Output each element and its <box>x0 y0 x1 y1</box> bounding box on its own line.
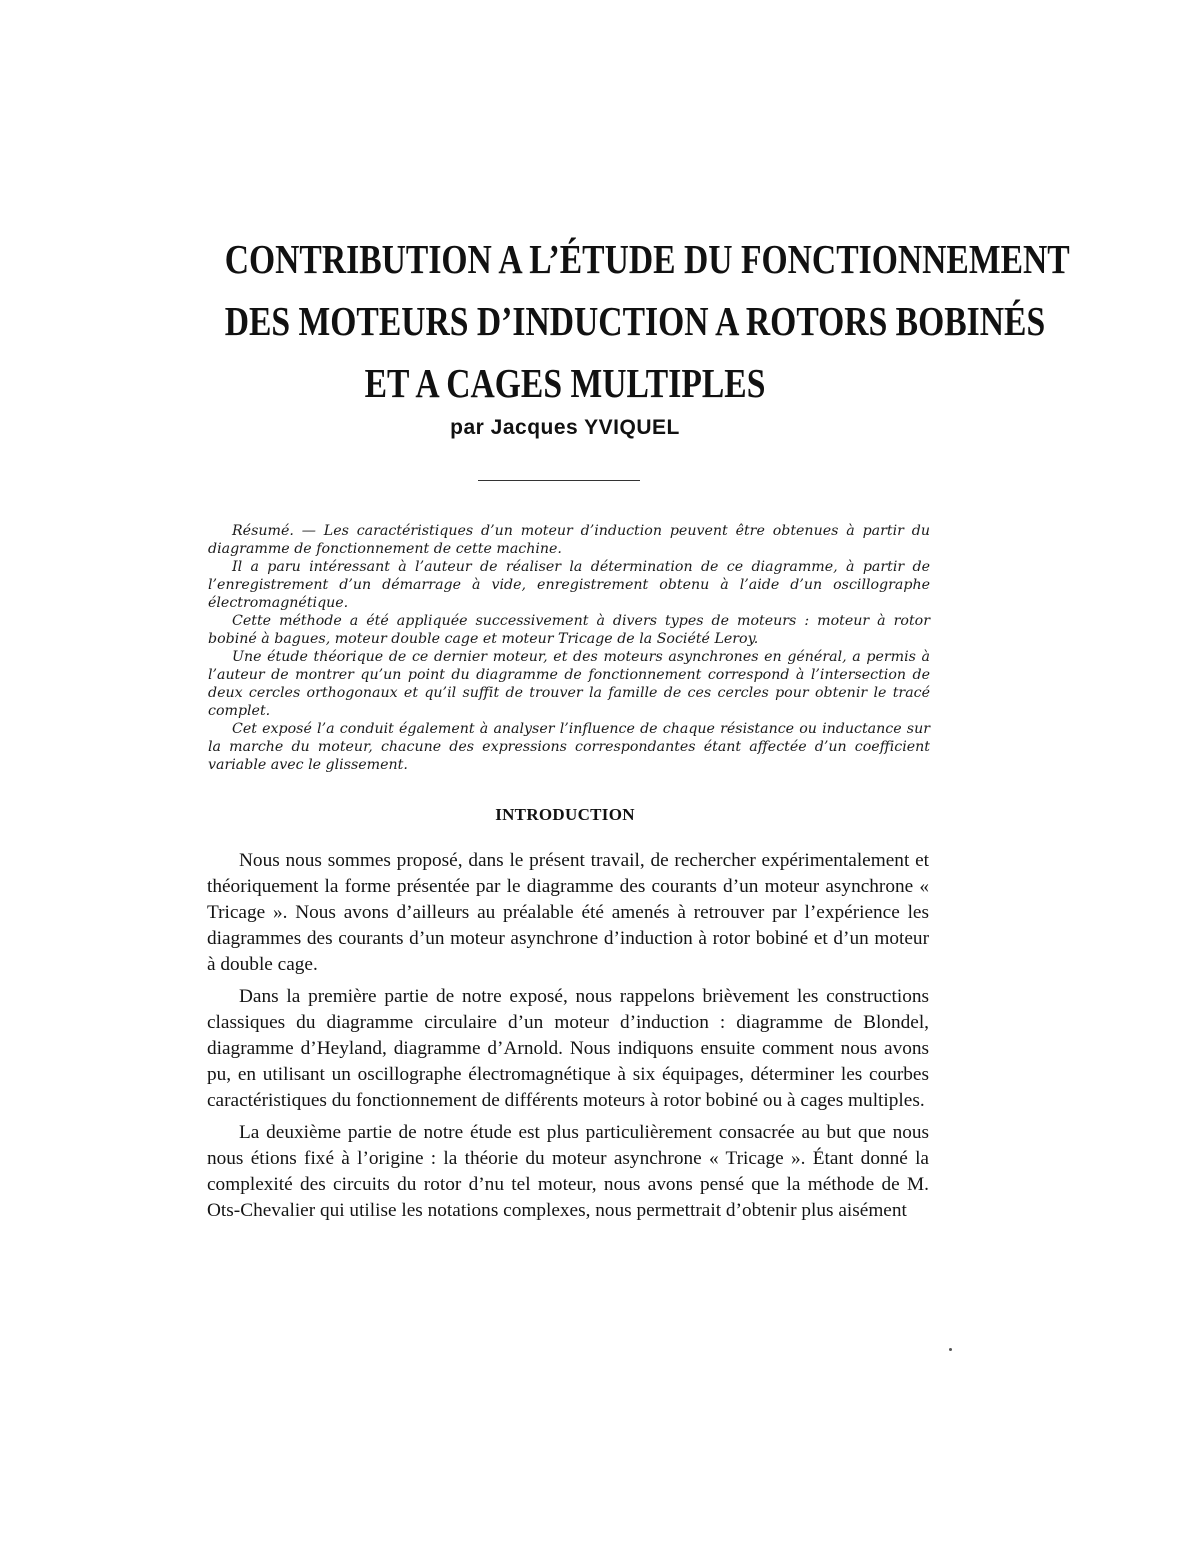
scan-speck <box>949 1348 952 1351</box>
body-paragraph: La deuxième partie de notre étude est plus particulièrement consacrée au but que nous nous étions fixé à l’origine : la théorie du moteur asynchrone « Tricage ». Étant donné la complexité des circuits du rotor d’nu tel moteur, nous avons pensé que la méthode de M. Ots-Chevalier qui utilise les notations complexes, nous permettrait d’obtenir plus aisément <box>207 1122 929 1221</box>
abstract-paragraph: Il a paru intéressant à l’auteur de réaliser la détermination de ce diagramme, à partir de l’enregistrement d’un démarrage à vide, enregistrement obtenu à l’aide d’un oscillographe électromagnétique. <box>208 559 930 611</box>
body-text <box>207 848 929 1230</box>
abstract-paragraph: Cette méthode a été appliquée successivement à divers types de moteurs : moteur à rotor bobiné à bagues, moteur double cage et moteur Tricage de la Société Leroy. <box>208 613 930 647</box>
abstract-paragraph: Résumé. — Les caractéristiques d’un moteur d’induction peuvent être obtenues à partir du diagramme de fonctionnement de cette machine. <box>208 523 930 557</box>
title-line-2: DES MOTEURS D’INDUCTION A ROTORS BOBINÉS <box>224 298 1046 344</box>
abstract-paragraph: Une étude théorique de ce dernier moteur, et des moteurs asynchrones en général, a permis à l’auteur de montrer qu’un point du diagramme de fonctionnement correspond à l’intersection de deux cercles orthogonaux et qu’il suffit de trouver la famille de ces cercles pour obtenir le tracé complet. <box>208 649 930 719</box>
section-heading-introduction: INTRODUCTION <box>495 805 635 824</box>
body-paragraph: Nous nous sommes proposé, dans le présent travail, de rechercher expérimentalement et théoriquement la forme présentée par le diagramme des courants d’un moteur asynchrone « Tricage ». Nous avons d’ailleurs au préalable été amenés à retrouver par l’expérience les diagrammes des courants d’un moteur asynchrone d’induction à rotor bobiné et d’un moteur à double cage. <box>207 850 929 975</box>
title-line-1: CONTRIBUTION A L’ÉTUDE DU FONCTIONNEMENT <box>224 236 1070 282</box>
title-line-3: ET A CAGES MULTIPLES <box>364 360 766 406</box>
title-separator-rule <box>478 480 640 481</box>
abstract <box>208 522 930 774</box>
author-line: par Jacques YVIQUEL <box>450 416 680 439</box>
paper-title <box>150 228 1070 414</box>
abstract-paragraph: Cet exposé l’a conduit également à analyser l’influence de chaque résistance ou inductance sur la marche du moteur, chacune des expressions correspondantes étant affectée d’un coefficient variable avec le glissement. <box>208 721 930 773</box>
body-paragraph: Dans la première partie de notre exposé, nous rappelons brièvement les constructions classiques du diagramme circulaire d’un moteur d’induction : diagramme de Blondel, diagramme d’Heyland, diagramme d’Arnold. Nous indiquons ensuite comment nous avons pu, en utilisant un oscillographe électromagnétique à six équipages, déterminer les courbes caractéristiques du fonctionnement de différents moteurs à rotor bobiné ou à cages multiples. <box>207 986 929 1111</box>
